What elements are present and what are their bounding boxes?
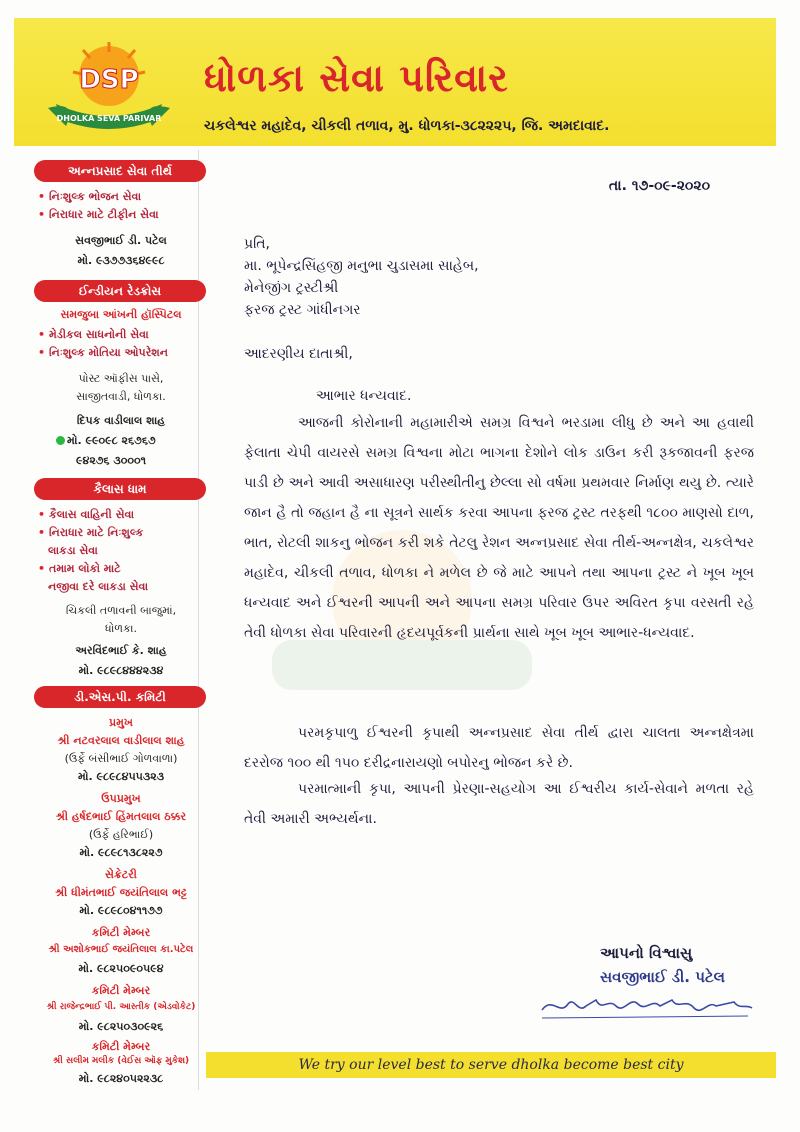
committee-phone: મો. ૯૮૨૫૦૩૦૯૨૬ — [78, 1020, 164, 1033]
closing-phrase: આપનો વિશ્વાસુ — [600, 944, 693, 962]
section-header-annaprasad: અન્નપ્રસાદ સેવા તીર્થ — [34, 160, 206, 182]
redcross-address-line-2: સાજીતવાડી, ધોળકા. — [76, 390, 166, 403]
signatory-name: સવજીભાઈ ડી. પટેલ — [600, 968, 726, 986]
organization-title: ધોળકા સેવા પરિવાર — [204, 56, 509, 100]
letter-body — [210, 150, 776, 1050]
redcross-item-1: • મેડીકલ સાધનોની સેવા — [38, 328, 236, 342]
committee-name: શ્રી હર્ષદભાઈ હિંમતલાલ ઠક્કર — [55, 810, 187, 823]
committee-alias: (ઉર્ફે બંસીભાઈ ગોળવાળા) — [64, 752, 178, 765]
redcross-phone-1: મો. ૯૯૦૯૮ ૨૬૭૬૭ — [54, 434, 252, 448]
kailas-contact-name: અરવિંદભાઈ કે. શાહ — [75, 644, 167, 657]
kailas-address-line-1: ચિકલી તળાવની બાજુમાં, — [65, 604, 177, 617]
annaprasad-item-2: • નિરાધાર માટે ટીફીન સેવા — [38, 208, 236, 222]
kailas-item-1: • કૈલાસ વાહિની સેવા — [38, 508, 236, 522]
redcross-contact-name: દિપક વાડીલાલ શાહ — [76, 414, 166, 427]
handwritten-signature — [538, 986, 756, 1026]
section-header-redcross: ઈન્ડીયન રેડક્રોસ — [34, 280, 206, 302]
redcross-address-line-1: પોસ્ટ ઑફીસ પાસે, — [78, 372, 164, 385]
committee-role: ઉપપ્રમુખ — [101, 792, 141, 805]
letterhead-header — [14, 18, 776, 146]
committee-role: સેક્રેટરી — [105, 868, 137, 881]
salutation: આદરણીય દાતાશ્રી, — [244, 346, 353, 362]
committee-phone: મો. ૯૮૯૮૧૩૮૨૨૭ — [79, 846, 163, 859]
letter-paragraph-2: પરમકૃપાળુ ઈશ્વરની કૃપાથી અન્નપ્રસાદ સેવા તીર્થ દ્વારા ચાલતા અન્નક્ષેત્રમા દરરોજ ૧૦૦ થી ૧૫૦ દરીદ્રનારાયણો બપોરનુ ભોજન કરે છે. — [244, 725, 754, 771]
committee-name: શ્રી નટવરલાલ વાડીલાલ શાહ — [57, 734, 185, 747]
committee-phone: મો. ૯૮૨૫૦૯૦૫૯૪ — [78, 962, 164, 975]
kailas-item-2: • નિરાધાર માટે નિઃશુલ્ક — [38, 526, 236, 540]
organization-address: ચકલેશ્વર મહાદેવ, ચીકલી તળાવ, મુ. ધોળકા-૩૮૨૨૨૫, જિ. અમદાવાદ. — [204, 118, 610, 134]
committee-role: કમિટી મેમ્બર — [91, 1040, 151, 1053]
logo-subtext: DHOLKA SEVA PARIVAR — [56, 114, 162, 123]
committee-phone: મો. ૯૮૨૪૦૫૨૨૩૮ — [78, 1072, 164, 1085]
committee-role: પ્રમુખ — [109, 716, 133, 729]
section-header-kailas: કૈલાસ ધામ — [34, 478, 206, 500]
kailas-item-2-cont: લાકડા સેવા — [48, 544, 98, 557]
committee-role: કમિટી મેમ્બર — [91, 926, 151, 939]
committee-name: શ્રી રાજેન્દ્રભાઈ પી. આસ્તીક (એડવોકેટ) — [46, 1002, 196, 1012]
kailas-address-line-2: ધોળકા. — [105, 622, 137, 635]
redcross-phone-2: ૯૪૨૭૬ ૩૦૦૦૧ — [76, 454, 147, 467]
sidebar — [14, 150, 199, 1090]
whatsapp-icon — [56, 436, 65, 445]
letter-paragraph-1: આજની કોરોનાની મહામારીએ સમગ્ર વિશ્વને ભરડામા લીધુ છે અને આ હવાથી ફેલાતા ચેપી વાયરસે સમગ્ર વિશ્વના મોટા ભાગના દેશોને લોક ડાઉન કરી રૂકજાવની ફરજ પાડી છે અને આવી અસાધારણ પરીસ્થીતીનુ છેલ્લા સો વર્ષમા પ્રથમવાર નિર્માણ થયુ છે. ત્યારે જાન હૈ તો જહાન હૈ ના સૂત્રને સાર્થક કરવા આપના ફરજ ટ્રસ્ટ તરફથી ૧૮૦૦ માણસો દાળ, ભાત, રોટલી શાકનુ ભોજન કરી શકે તેટલુ રેશન અન્નપ્રસાદ સેવા તીર્થ-અન્નક્ષેત્ર, ચકલેશ્વર મહાદેવ, ચીકલી તળાવ, ધોળકા ને મળેલ છે જે માટે આપને તથા આપના ટ્રસ્ટ ને ખૂબ ખૂબ ધન્યવાદ અને ઈશ્વરની આપની અને આપના સમગ્ર પરિવાર ઉપર અવિરત કૃપા વરસતી રહે તેવી ધોળકા સેવા પરિવારની હૃદયપૂર્વકની પ્રાર્થના સાથે ખૂબ ખૂબ આભાર-ધન્યવાદ. — [244, 415, 754, 641]
kailas-item-3-cont: નજીવા દરે લાકડા સેવા — [48, 580, 149, 593]
annaprasad-contact-phone: મો. ૯૩૭૭૩૬૪૯૯૮ — [77, 254, 165, 267]
committee-name: શ્રી ધીમંતભાઈ જયંતિલાલ ભટ્ટ — [55, 886, 187, 899]
annaprasad-item-1: • નિઃશુલ્ક ભોજન સેવા — [38, 190, 236, 204]
committee-alias: (ઉર્ફે હરિભાઈ) — [88, 828, 154, 841]
section-header-committee: ડી.એસ.પી. કમિટી — [34, 686, 206, 708]
recipient-title: મેનેજીંગ ટ્રસ્ટીશ્રી — [244, 280, 339, 296]
footer-tagline: We try our level best to serve dholka become best city — [206, 1052, 776, 1078]
letter-paragraph-3: પરમાત્માની કૃપા, આપની પ્રેરણા-સહયોગ આ ઈશ્વરીય કાર્ય-સેવાને મળતા રહે તેવી અમારી અભ્યર્થના. — [244, 781, 754, 827]
logo-text: DSP — [79, 65, 139, 95]
letter-date: તા. ૧૭-૦૯-૨૦૨૦ — [608, 178, 710, 194]
committee-name: શ્રી સલીમ મલીક (વેઈસ ઑફ મુકેશ) — [52, 1056, 190, 1066]
kailas-item-3: • તમામ લોકો માટે — [38, 562, 236, 576]
annaprasad-contact-name: સવજીભાઈ ડી. પટેલ — [75, 234, 167, 247]
committee-phone: મો. ૯૮૯૮૪૫૫૩૨૩ — [77, 770, 165, 783]
letter-subject: આભાર ધન્યવાદ. — [316, 388, 412, 404]
committee-role: કમિટી મેમ્બર — [91, 984, 151, 997]
redcross-subheading: સમજુબા આંખની હૉસ્પિટલ — [60, 308, 182, 321]
committee-name: શ્રી અશોકભાઈ જયંતિલાલ કા.પટેલ — [48, 944, 194, 955]
kailas-contact-phone: મો. ૯૮૯૮૪૪૪૨૩૪ — [78, 664, 164, 677]
dsp-logo — [38, 38, 180, 146]
recipient-org: ફરજ ટ્રસ્ટ ગાંધીનગર — [244, 302, 361, 318]
redcross-item-2: • નિઃશુલ્ક મોતિયા ઓપરેશન — [38, 346, 236, 360]
to-label: પ્રતિ, — [244, 236, 270, 252]
recipient-name: મા. ભૂપેન્દ્રસિંહજી મનુભા ચુડાસમા સાહેબ, — [244, 258, 479, 274]
committee-phone: મો. ૯૮૯૮૦૪૧૧૭૭ — [79, 904, 163, 917]
